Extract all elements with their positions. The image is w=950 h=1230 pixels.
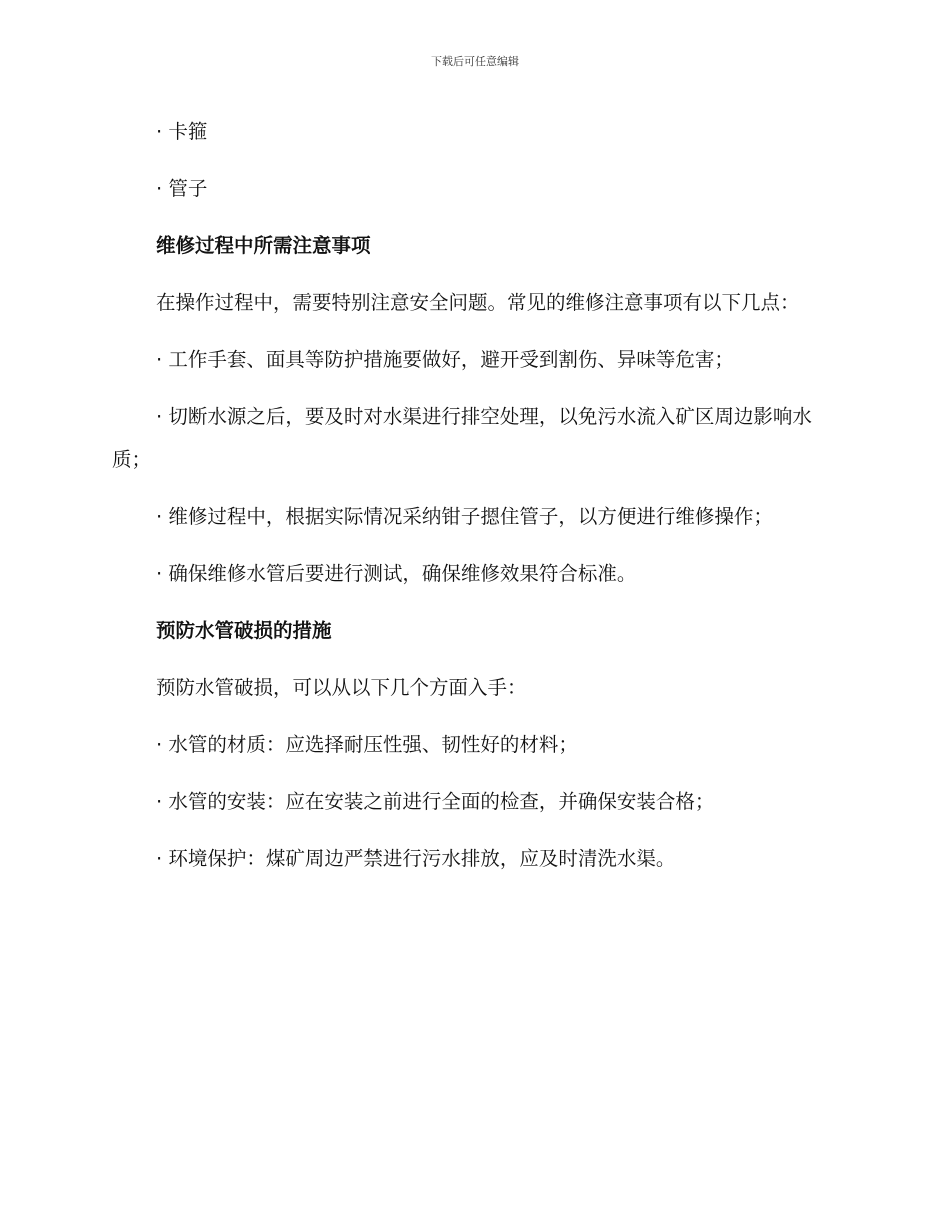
paragraph-prevention-intro: 预防水管破损，可以从以下几个方面入手： xyxy=(156,676,527,699)
page-header: 下载后可任意编辑 xyxy=(431,55,519,68)
list-item-drain: · 切断水源之后，要及时对水渠进行排空处理，以免污水流入矿区周边影响水质； xyxy=(112,405,812,471)
list-item-environment: · 环境保护：煤矿周边严禁进行污水排放，应及时清洗水渠。 xyxy=(156,847,676,870)
section-heading-repair-notes: 维修过程中所需注意事项 xyxy=(156,234,371,257)
section-heading-prevention: 预防水管破损的措施 xyxy=(156,619,332,642)
list-item-material: · 水管的材质：应选择耐压性强、韧性好的材料； xyxy=(156,733,578,756)
list-item-protection: · 工作手套、面具等防护措施要做好，避开受到割伤、异味等危害； xyxy=(156,348,734,371)
document-body xyxy=(112,110,832,894)
list-item-installation: · 水管的安装：应在安装之前进行全面的检查，并确保安装合格； xyxy=(156,790,715,813)
list-item-pipe: · 管子 xyxy=(156,177,208,200)
paragraph-safety-intro: 在操作过程中，需要特别注意安全问题。常见的维修注意事项有以下几点： xyxy=(156,291,800,314)
list-item-clamp: · 卡箍 xyxy=(156,120,208,143)
list-item-testing: · 确保维修水管后要进行测试，确保维修效果符合标准。 xyxy=(156,562,637,585)
list-item-pliers: · 维修过程中，根据实际情况采纳钳子摁住管子，以方便进行维修操作； xyxy=(156,505,773,528)
